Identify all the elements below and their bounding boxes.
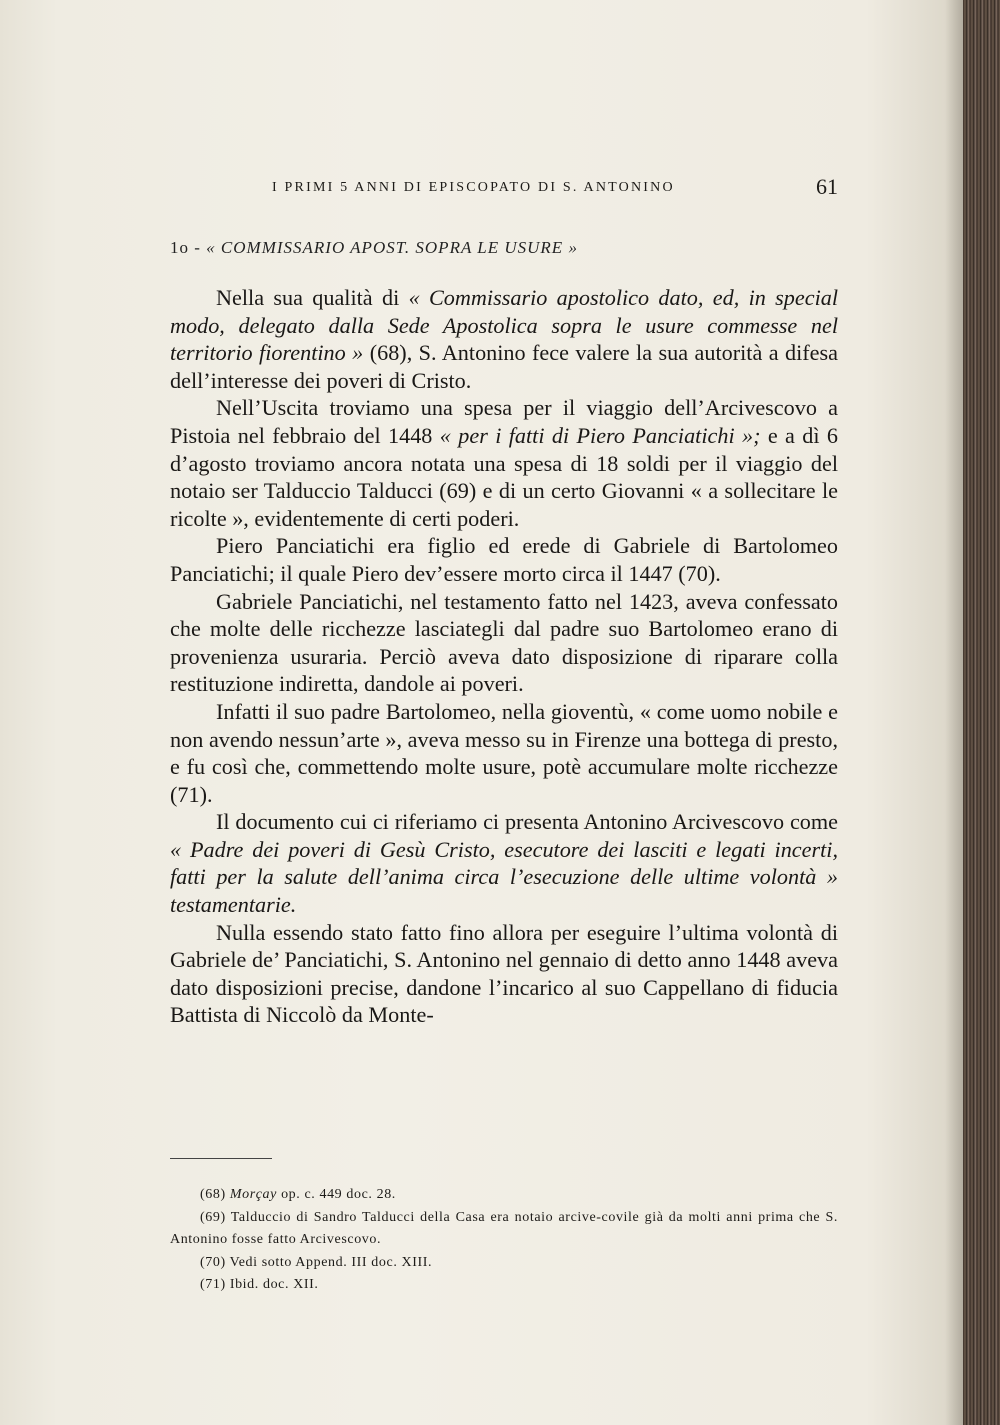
- section-heading: [170, 238, 838, 258]
- footnote-divider: [170, 1158, 272, 1159]
- running-title: I PRIMI 5 ANNI DI EPISCOPATO DI S. ANTONINO: [272, 180, 675, 195]
- section-title: « COMMISSARIO APOST. SOPRA LE USURE »: [206, 238, 578, 257]
- footnotes: [170, 1184, 838, 1297]
- footnote: (69) Talduccio di Sandro Talducci della Casa era notaio arcive-covile già da molti anni prima che S. Antonino fosse fatto Arcivescovo.: [170, 1209, 838, 1247]
- body-text: [170, 284, 838, 1029]
- page-header: [170, 174, 838, 204]
- footnote: (71) Ibid. doc. XII.: [200, 1277, 319, 1292]
- paragraph: Gabriele Panciatichi, nel testamento fatto nel 1423, aveva confessato che molte delle ricchezze lasciategli dal padre suo Bartolomeo erano di provenienza usuraria. Perciò aveva dato disposizione di riparare colla restituzione indiretta, dandole ai poveri.: [170, 588, 838, 697]
- page-edge-shadow: [945, 0, 963, 1425]
- footnote: (68) Morçay op. c. 449 doc. 28.: [200, 1187, 396, 1202]
- book-edge: [963, 0, 1000, 1425]
- paragraph: Nella sua qualità di « Commissario apostolico dato, ed, in special modo, delegato dalla Sede Apostolica sopra le usure commesse nel territorio fiorentino » (68), S. Antonino fece valere la sua autorità a difesa dell’interesse dei poveri di Cristo.: [170, 285, 839, 393]
- paragraph: Piero Panciatichi era figlio ed erede di Gabriele di Bartolomeo Panciatichi; il quale Piero dev’essere morto circa il 1447 (70).: [170, 533, 838, 586]
- paragraph: Nulla essendo stato fatto fino allora per eseguire l’ultima volontà di Gabriele de’ Panciatichi, S. Antonino nel gennaio di detto anno 1448 aveva dato disposizioni precise, dandone l’incarico al suo Cappellano di fiducia Battista di Niccolò da Monte-: [170, 919, 838, 1028]
- section-number: 1o -: [170, 238, 207, 257]
- footnote: (70) Vedi sotto Append. III doc. XIII.: [200, 1254, 433, 1270]
- page-number: 61: [816, 174, 838, 199]
- paragraph: Il documento cui ci riferiamo ci presenta Antonino Arcivescovo come « Padre dei poveri di Gesù Cristo, esecutore dei lasciti e legati incerti, fatti per la salute dell’anima circa l’esecuzione delle ultime volontà » testamentarie.: [170, 809, 838, 918]
- paragraph: Infatti il suo padre Bartolomeo, nella gioventù, « come uomo nobile e non avendo nessun’arte », aveva messo su in Firenze una bottega di presto, e fu così che, commettendo molte usure, potè accumulare molte ricchezze (71).: [170, 698, 838, 807]
- paragraph: Nell’Uscita troviamo una spesa per il viaggio dell’Arcivescovo a Pistoia nel febbraio del 1448 « per i fatti di Piero Panciatichi »; e a dì 6 d’agosto troviamo ancora notata una spesa di 18 soldi per il viaggio del notaio ser Talduccio Talducci (69) e di un certo Giovanni « a sollecitare le ricolte », evidentemente di certi poderi.: [170, 395, 839, 531]
